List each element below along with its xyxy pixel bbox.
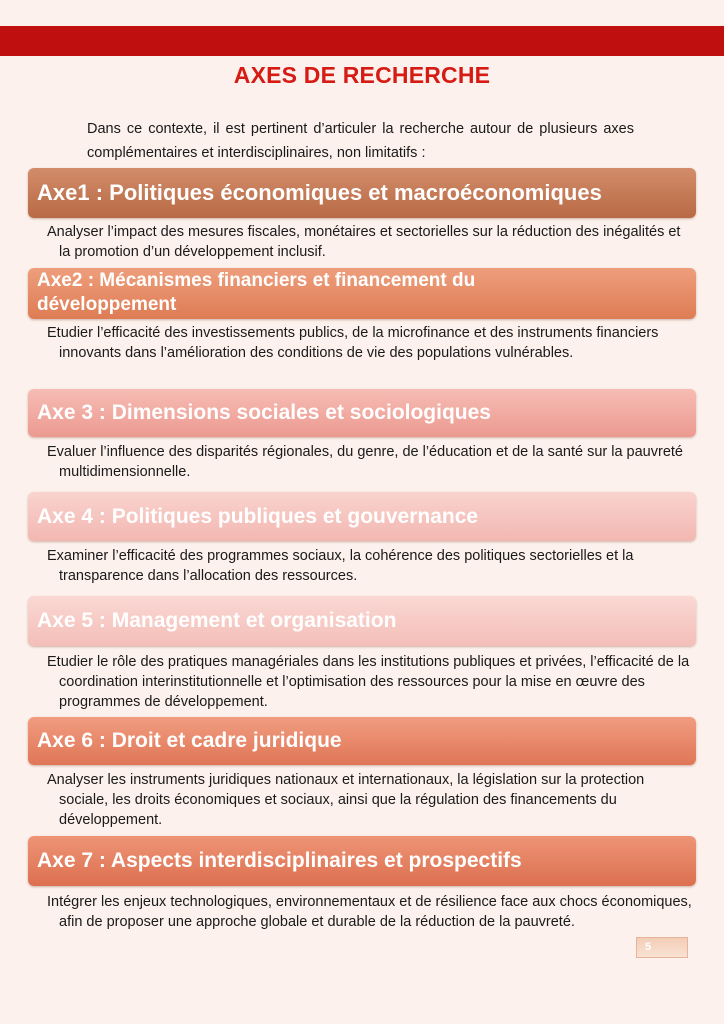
page-number: 5: [636, 937, 688, 958]
intro-paragraph: Dans ce contexte, il est pertinent d’articuler la recherche autour de plusieurs axes complémentaires et interdisciplinaires, non limitatifs :: [87, 121, 634, 161]
axis-5-header: [28, 596, 696, 646]
axis-1-header: [28, 168, 696, 218]
axis-7-description: Intégrer les enjeux technologiques, environnementaux et de résilience face aux chocs économiques, afin de proposer une approche globale et durable de la réduction de la pauvreté.: [47, 894, 692, 930]
axis-3-title: Axe 3 : Dimensions sociales et sociologiques: [37, 401, 491, 424]
axis-5-description: Etudier le rôle des pratiques managériales dans les institutions publiques et privées, l’efficacité de la coordination interinstitutionnelle et l’optimisation des ressources pour la mise en œuvre des programmes de développement.: [47, 654, 690, 710]
page-title: AXES DE RECHERCHE: [233, 62, 491, 88]
axis-5-title: Axe 5 : Management et organisation: [37, 609, 397, 632]
axis-2-title: Axe2 : Mécanismes financiers et financement du développement: [37, 270, 476, 315]
axis-3-header: [28, 389, 696, 437]
axis-4-description: Examiner l’efficacité des programmes sociaux, la cohérence des politiques sectorielles et la transparence dans l’allocation des ressources.: [47, 548, 634, 584]
axis-3-description: Evaluer l’influence des disparités régionales, du genre, de l’éducation et de la santé sur la pauvreté multidimensionnelle.: [47, 444, 683, 480]
axis-1-title: Axe1 : Politiques économiques et macroéconomiques: [37, 180, 602, 205]
axis-4-header: [28, 492, 696, 541]
axis-1-description: Analyser l’impact des mesures fiscales, monétaires et sectorielles sur la réduction des inégalités et la promotion d’un développement inclusif.: [47, 224, 681, 260]
axis-2-header: [28, 268, 696, 319]
axis-7-title: Axe 7 : Aspects interdisciplinaires et prospectifs: [37, 849, 522, 872]
axis-6-header: [28, 717, 696, 765]
axis-6-title: Axe 6 : Droit et cadre juridique: [37, 729, 342, 752]
axis-6-description: Analyser les instruments juridiques nationaux et internationaux, la législation sur la protection sociale, les droits économiques et sociaux, ainsi que la régulation des financements du développement.: [47, 772, 645, 828]
axis-4-title: Axe 4 : Politiques publiques et gouvernance: [37, 504, 479, 528]
axis-2-description: Etudier l’efficacité des investissements publics, de la microfinance et des instruments financiers innovants dans l’amélioration des conditions de vie des populations vulnérables.: [47, 325, 659, 361]
top-red-band: [0, 26, 724, 56]
axis-7-header: [28, 836, 696, 886]
